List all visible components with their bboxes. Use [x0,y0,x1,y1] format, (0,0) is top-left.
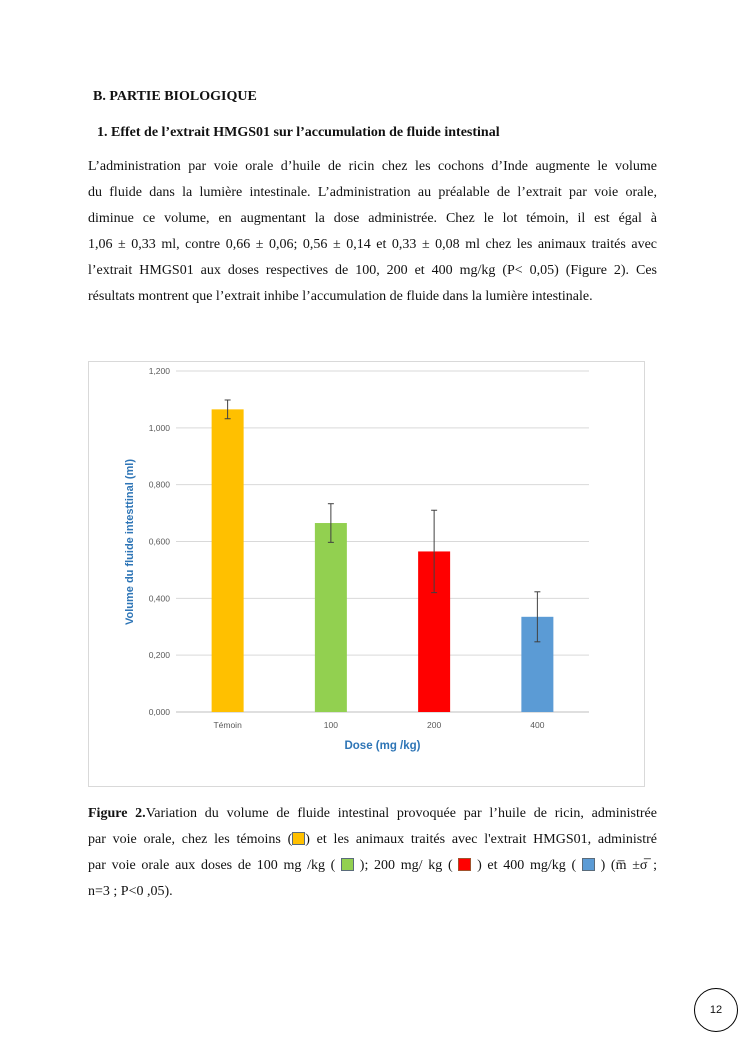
caption-text: ) (m̅ ±σ̅ ; [600,858,658,873]
legend-swatch-400 [582,858,595,871]
x-tick-label: 200 [427,720,442,730]
caption-text: par voie orale aux doses de 100 mg /kg ( [88,858,336,873]
y-tick-label: 1,200 [148,366,170,376]
caption-text: ) et les animaux traités avec l'extrait HMGS01, administré [305,832,657,847]
figure-chart [88,361,645,787]
subsection-heading: 1. Effet de l’extrait HMGS01 sur l’accumulation de fluide intestinal [97,125,500,140]
x-axis-label: Dose (mg /kg) [344,740,421,752]
paragraph-line: du fluide dans la lumière intestinale. L’administration au préalable de l’extrait par voie orale, [88,185,657,200]
caption-text: par voie orale, chez les témoins ( [88,832,293,847]
paragraph-line: 1,06 ± 0,33 ml, contre 0,66 ± 0,06; 0,56 ± 0,14 et 0,33 ± 0,08 ml chez les animaux traités avec [88,237,657,252]
caption-text: ) et 400 mg/kg ( [477,858,577,873]
caption-line [88,806,657,822]
caption-line: n=3 ; P<0 ,05). [88,884,173,899]
bar-chart [89,362,644,786]
y-tick-label: 0,400 [148,593,170,604]
bar-témoin [212,409,244,712]
caption-text: ); 200 mg/ kg ( [359,858,453,873]
x-tick-label: 100 [323,720,338,730]
y-tick-label: 0,200 [148,650,170,661]
caption-text: Variation du volume de fluide intestinal provoquée par l’huile de ricin, administrée [145,806,657,821]
y-tick-label: 0,000 [148,707,170,717]
x-tick-label: Témoin [213,720,242,730]
legend-swatch-temoin [292,832,305,845]
page-number: 12 [694,988,738,1032]
paragraph-line: résultats montrent que l’extrait inhibe l’accumulation de fluide dans la lumière intestinale. [88,289,593,304]
y-tick-label: 0,800 [148,479,170,490]
y-axis-label: Volume du fluide intesttinal (ml) [124,458,136,626]
y-tick-label: 0,600 [148,536,170,547]
paragraph-line: L’administration par voie orale d’huile de ricin chez les cochons d’Inde augmente le volume [88,159,657,174]
paragraph-line: diminue ce volume, en augmentant la dose administrée. Chez le lot témoin, il est égal à [88,211,657,226]
paragraph-line: l’extrait HMGS01 aux doses respectives de 100, 200 et 400 mg/kg (P< 0,05) (Figure 2). Ces [88,263,657,278]
y-tick-label: 1,000 [148,422,170,433]
legend-swatch-200 [458,858,471,871]
section-heading: B. PARTIE BIOLOGIQUE [93,89,257,104]
caption-label: Figure 2. [88,806,146,821]
caption-line [88,832,657,848]
caption-line [88,858,657,874]
x-tick-label: 400 [530,720,545,730]
legend-swatch-100 [341,858,354,871]
bar-100 [315,523,347,712]
